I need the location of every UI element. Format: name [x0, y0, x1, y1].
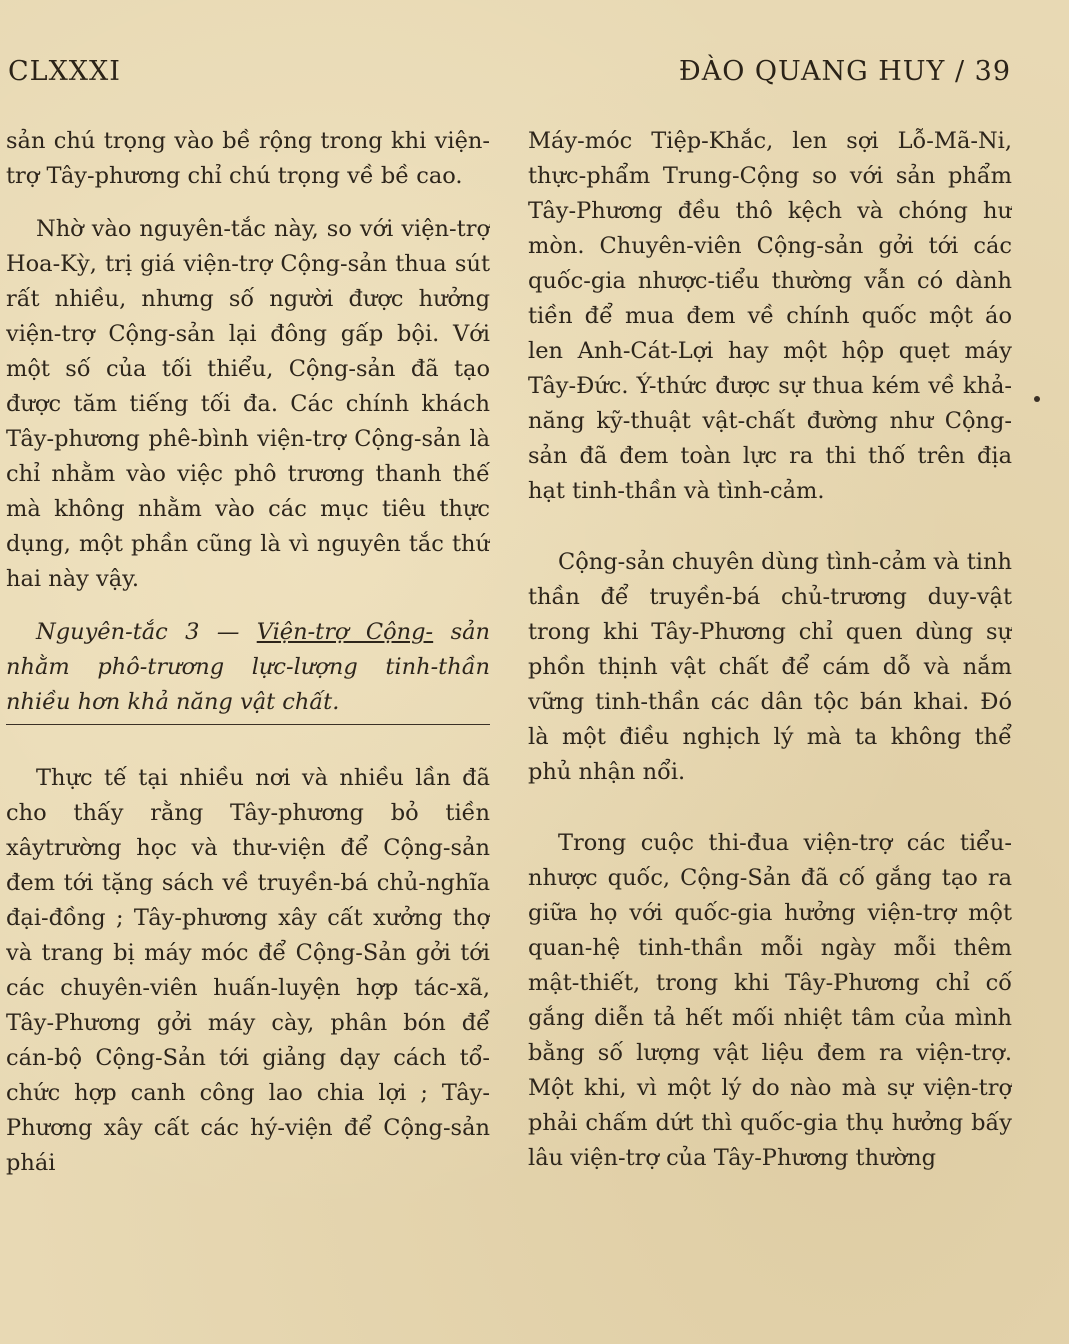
running-title: ĐÀO QUANG HUY / 39 — [678, 56, 1011, 87]
right-column — [528, 124, 1012, 1344]
margin-dot — [1034, 396, 1040, 402]
paragraph: Nhờ vào nguyên-tắc này, so với viện-trợ Hoa-Kỳ, trị giá viện-trợ Cộng-sản thua sút rất nhiều, nhưng số người được hưởng viện-trợ Cộng-sản lại đông gấp bội. Với một số của tối thiểu, Cộng-sản đã tạo được tăm tiếng tối đa. Các chính khách Tây-phương phê-bình viện-trợ Cộng-sản là chỉ nhằm vào việc phô trương thanh thế mà không nhằm vào các mục tiêu thực dụng, một phần cũng là vì nguyên tắc thứ hai này vậy. — [6, 216, 490, 592]
paragraph: Trong cuộc thi-đua viện-trợ các tiểu-nhược quốc, Cộng-Sản đã cố gắng tạo ra giữa họ với quốc-gia hưởng viện-trợ một quan-hệ tinh-thần mỗi ngày mỗi thêm mật-thiết, trong khi Tây-Phương chỉ cố gắng diễn tả hết mối nhiệt tâm của mình bằng số lượng vật liệu đem ra viện-trợ. Một khi, vì một lý do nào mà sự viện-trợ phải chấm dứt thì quốc-gia thụ hưởng bấy lâu viện-trợ của Tây-Phương thường — [528, 830, 1012, 1171]
section-number: CLXXXI — [8, 56, 121, 87]
heading-underlined: Viện-trợ Cộng- — [256, 619, 434, 645]
paragraph: Máy-móc Tiệp-Khắc, len sợi Lỗ-Mã-Ni, thực-phẩm Trung-Cộng so với sản phẩm Tây-Phương đều thô kệch và chóng hư mòn. Chuyên-viên Cộng-sản gởi tới các quốc-gia nhược-tiểu thường vẫn có dành tiền để mua đem về chính quốc một áo len Anh-Cát-Lợi hay một hộp quẹt máy Tây-Đức. Ý-thức được sự thua kém về khả-năng kỹ-thuật vật-chất đường như Cộng-sản đã đem toàn lực ra thi thố trên địa hạt tinh-thần và tình-cảm. — [528, 128, 1012, 504]
left-column — [6, 124, 490, 1344]
paragraph: sản chú trọng vào bề rộng trong khi viện-trợ Tây-phương chỉ chú trọng về bề cao. — [6, 128, 490, 189]
principle-heading — [6, 615, 490, 725]
paragraph: Cộng-sản chuyên dùng tình-cảm và tinh thần để truyền-bá chủ-trương duy-vật trong khi Tây-Phương chỉ quen dùng sự phồn thịnh vật chất để cám dỗ và nắm vững tinh-thần các dân tộc bán khai. Đó là một điều nghịch lý mà ta không thể phủ nhận nổi. — [528, 549, 1012, 785]
paragraph: Thực tế tại nhiều nơi và nhiều lần đã cho thấy rằng Tây-phương bỏ tiền xâytrường học và thư-viện để Cộng-sản đem tới tặng sách về truyền-bá chủ-nghĩa đại-đồng ; Tây-phương xây cất xưởng thợ và trang bị máy móc để Cộng-Sản gởi tới các chuyên-viên huấn-luyện hợp tác-xã, Tây-Phương gởi máy cày, phân bón để cán-bộ Cộng-Sản tới giảng dạy cách tổ-chức hợp canh công lao chia lợi ; Tây-Phương xây cất các hý-viện để Cộng-sản phái — [6, 765, 490, 1176]
heading-rest: sản nhằm phô-trương lực-lượng tinh-thần nhiều hơn khả năng vật chất. — [6, 619, 490, 715]
heading-prefix: Nguyên-tắc 3 — — [36, 619, 257, 645]
